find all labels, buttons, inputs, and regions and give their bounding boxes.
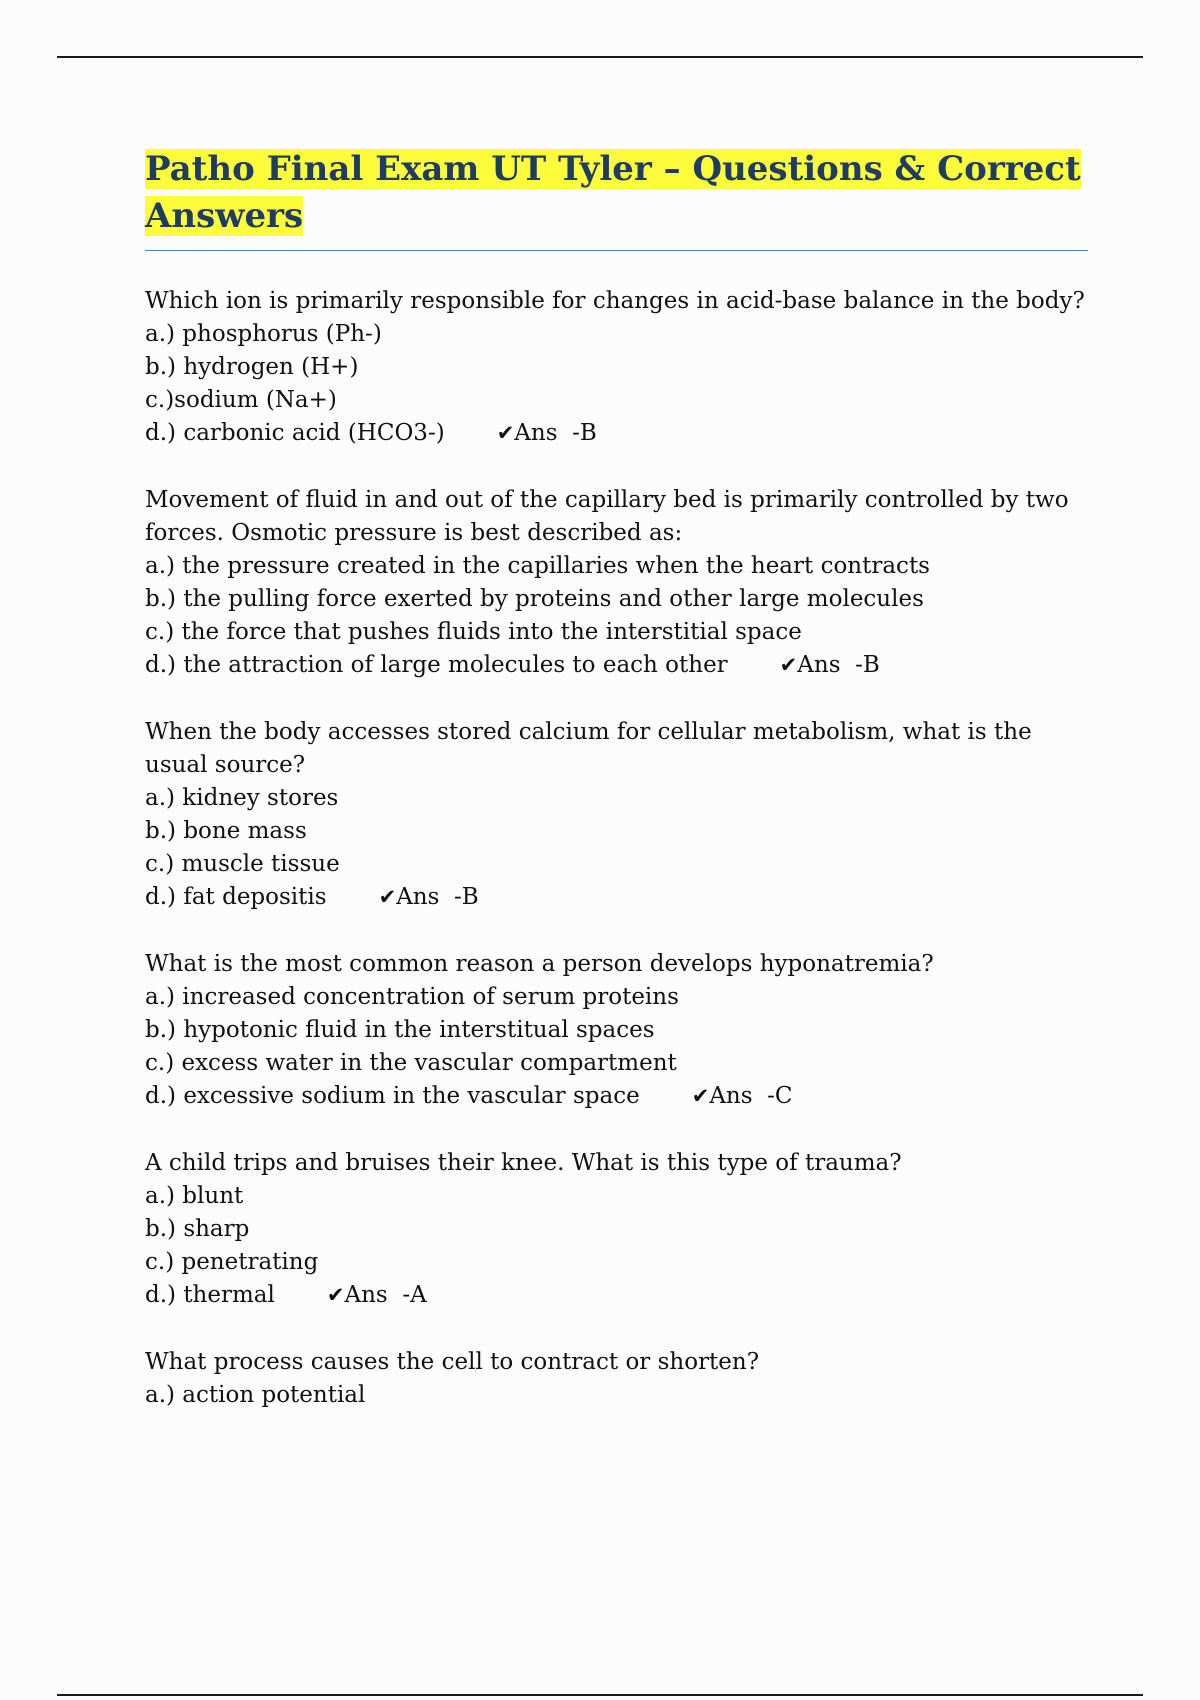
question-block — [145, 1346, 1090, 1412]
option-c: c.)sodium (Na+) — [145, 387, 337, 413]
answer-label: Ans -B — [514, 420, 597, 446]
option-d-row — [145, 1080, 1090, 1113]
question-text: What process causes the cell to contract or shorten? — [145, 1349, 760, 1375]
option-a: a.) blunt — [145, 1183, 244, 1209]
header-rule — [57, 56, 1143, 58]
question-text: Movement of fluid in and out of the capillary bed is primarily controlled by two forces. Osmotic pressure is best described as: — [145, 487, 1069, 546]
option-a: a.) phosphorus (Ph-) — [145, 321, 382, 347]
footer-rule — [57, 1694, 1143, 1696]
question-text: When the body accesses stored calcium for cellular metabolism, what is the usual source? — [145, 719, 1032, 778]
answer-key — [780, 649, 880, 682]
title-underline — [145, 250, 1088, 251]
option-b: b.) hydrogen (H+) — [145, 354, 359, 380]
option-b: b.) bone mass — [145, 818, 307, 844]
option-d: d.) thermal — [145, 1282, 275, 1308]
option-c: c.) penetrating — [145, 1249, 319, 1275]
question-block — [145, 716, 1090, 914]
option-d-row — [145, 881, 1090, 914]
option-d: d.) carbonic acid (HCO3-) — [145, 420, 445, 446]
option-d-row — [145, 417, 1090, 450]
answer-key — [692, 1080, 793, 1113]
option-a: a.) kidney stores — [145, 785, 339, 811]
answer-key — [379, 881, 479, 914]
answer-key — [327, 1279, 427, 1312]
option-d-row — [145, 649, 1090, 682]
question-block — [145, 1147, 1090, 1312]
option-c: c.) the force that pushes fluids into the interstitial space — [145, 619, 802, 645]
option-b: b.) hypotonic fluid in the interstitual spaces — [145, 1017, 655, 1043]
question-text: Which ion is primarily responsible for changes in acid-base balance in the body? — [145, 288, 1085, 314]
answer-key — [497, 417, 597, 450]
document-body — [145, 146, 1090, 1412]
checkmark-icon: ✔ — [691, 1084, 710, 1108]
answer-label: Ans -C — [709, 1083, 793, 1109]
option-b: b.) the pulling force exerted by proteins and other large molecules — [145, 586, 924, 612]
checkmark-icon: ✔ — [378, 885, 397, 909]
question-block — [145, 484, 1090, 682]
option-d-row — [145, 1279, 1090, 1312]
question-block — [145, 285, 1090, 450]
question-text: What is the most common reason a person develops hyponatremia? — [145, 951, 934, 977]
option-b: b.) sharp — [145, 1216, 250, 1242]
option-a: a.) the pressure created in the capillaries when the heart contracts — [145, 553, 930, 579]
option-a: a.) increased concentration of serum proteins — [145, 984, 679, 1010]
option-d: d.) fat depositis — [145, 884, 327, 910]
option-c: c.) muscle tissue — [145, 851, 340, 877]
answer-label: Ans -B — [797, 652, 880, 678]
option-c: c.) excess water in the vascular compartment — [145, 1050, 677, 1076]
title-highlight: Patho Final Exam UT Tyler – Questions & Correct Answers — [145, 149, 1081, 236]
document-title — [145, 146, 1090, 240]
checkmark-icon: ✔ — [496, 421, 515, 445]
answer-label: Ans -B — [396, 884, 479, 910]
checkmark-icon: ✔ — [779, 653, 798, 677]
question-block — [145, 948, 1090, 1113]
option-a: a.) action potential — [145, 1382, 366, 1408]
checkmark-icon: ✔ — [326, 1283, 345, 1307]
answer-label: Ans -A — [344, 1282, 427, 1308]
question-text: A child trips and bruises their knee. What is this type of trauma? — [145, 1150, 902, 1176]
option-d: d.) the attraction of large molecules to each other — [145, 652, 728, 678]
option-d: d.) excessive sodium in the vascular space — [145, 1083, 640, 1109]
